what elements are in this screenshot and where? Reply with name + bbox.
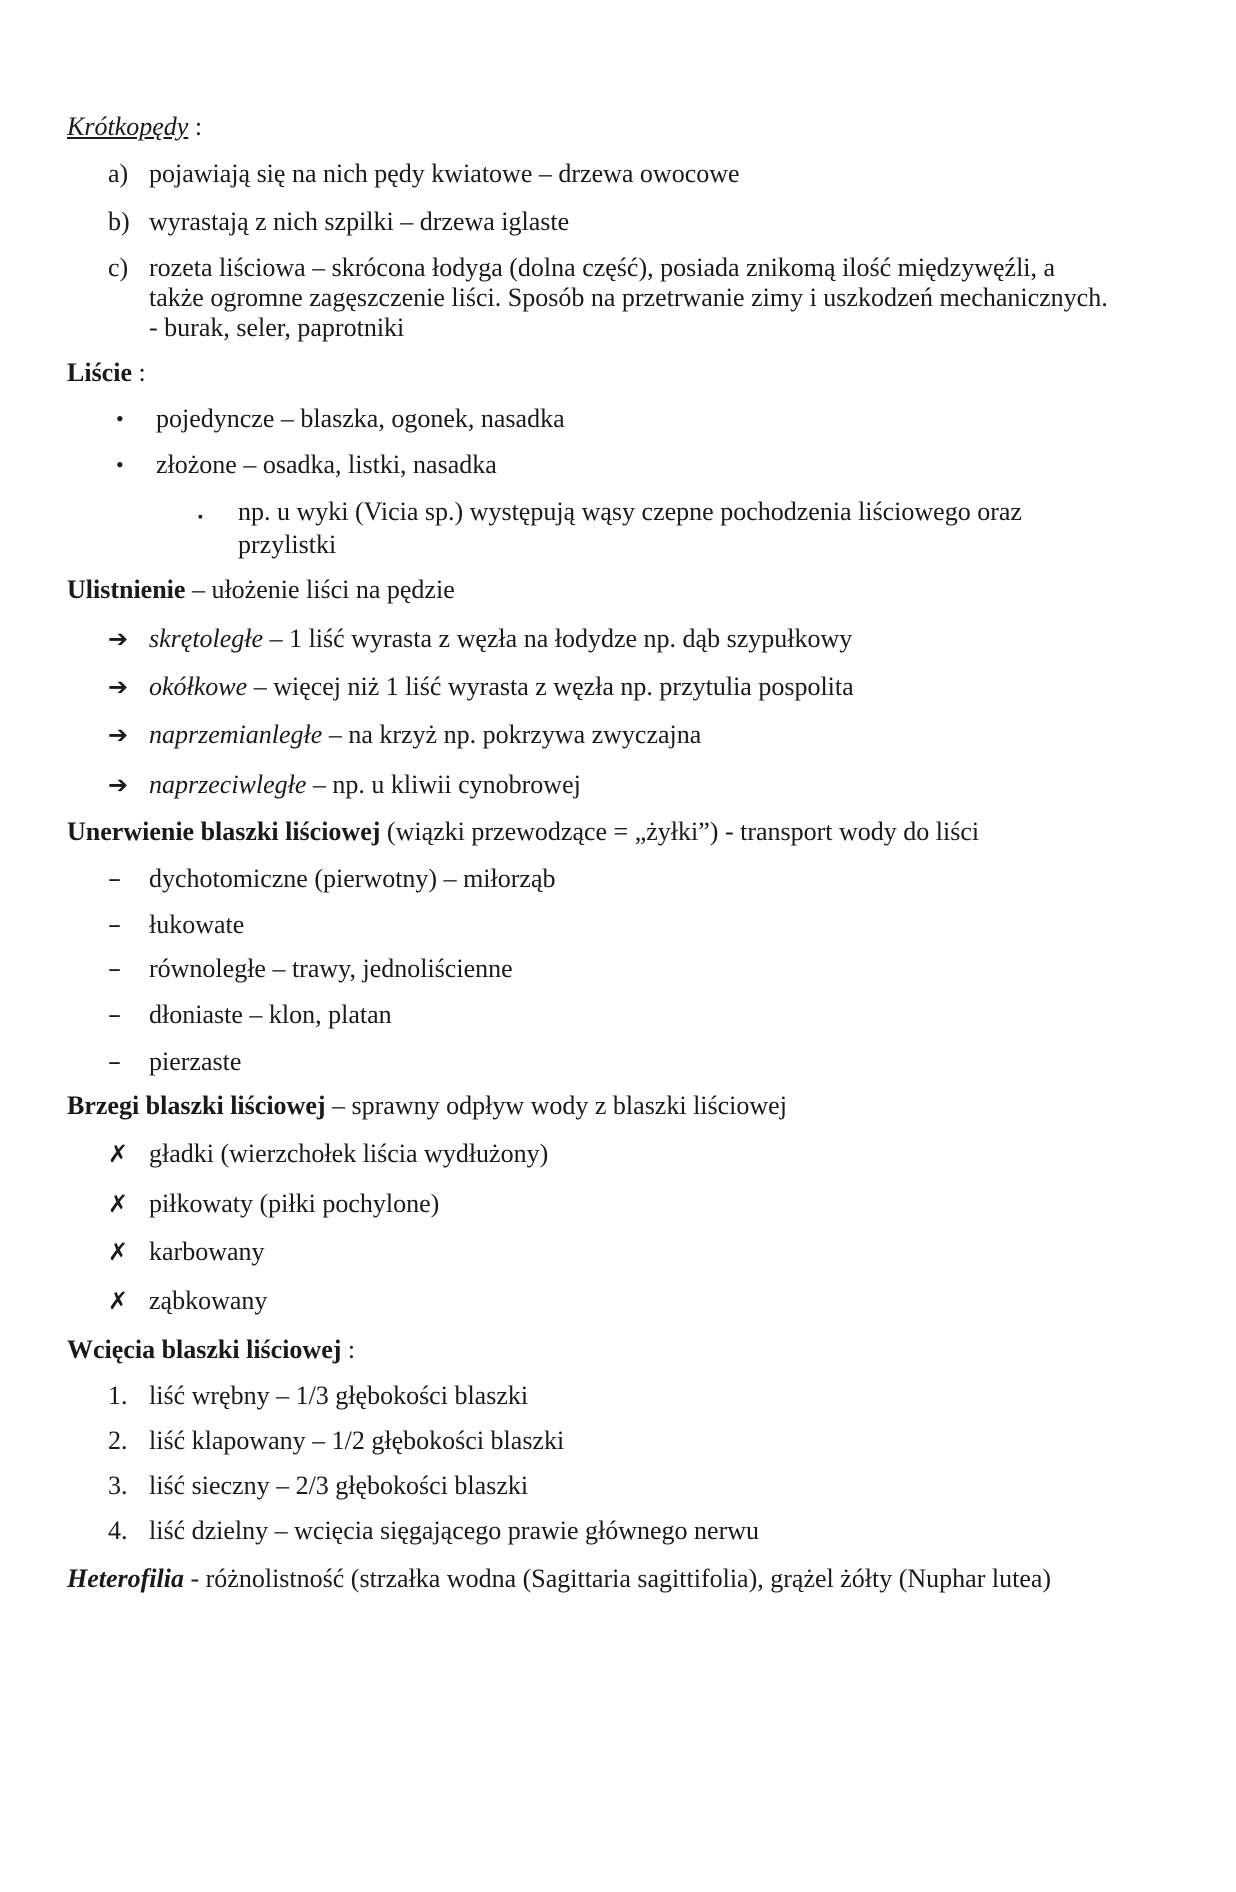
list-item: liść sieczny – 2/3 głębokości blaszki xyxy=(149,1471,529,1500)
list-item: wyrastają z nich szpilki – drzewa iglaste xyxy=(149,207,570,236)
dash-icon: – xyxy=(108,864,121,894)
list-item: pierzaste xyxy=(149,1047,242,1076)
arrow-icon: ➔ xyxy=(108,771,129,799)
heading-heterofilia: Heterofilia - różnolistność (strzałka wodna (Sagittaria sagittifolia), grążel żółty (Nuphar lutea) xyxy=(67,1564,1052,1593)
heading-unerwienie: Unerwienie blaszki liściowej (wiązki przewodzące = „żyłki”) - transport wody do liści xyxy=(67,817,980,846)
list-item: dłoniaste – klon, platan xyxy=(149,1000,392,1029)
dash-icon: – xyxy=(108,1000,121,1030)
list-item: liść wrębny – 1/3 głębokości blaszki xyxy=(149,1381,529,1410)
cross-icon: ✗ xyxy=(108,1238,129,1266)
dash-icon: – xyxy=(108,1047,121,1077)
list-item: ząbkowany xyxy=(149,1286,268,1315)
heading-brzegi: Brzegi blaszki liściowej – sprawny odpływ wody z blaszki liściowej xyxy=(67,1091,787,1120)
list-item: liść klapowany – 1/2 głębokości blaszki xyxy=(149,1426,565,1455)
list-item: liść dzielny – wcięcia sięgającego prawie głównego nerwu xyxy=(149,1516,760,1545)
list-item: naprzeciwległe – np. u kliwii cynobrowej xyxy=(149,770,581,799)
list-item: naprzemianległe – na krzyż np. pokrzywa zwyczajna xyxy=(149,720,702,749)
list-marker: 3. xyxy=(108,1471,128,1500)
list-item: dychotomiczne (pierwotny) – miłorząb xyxy=(149,864,556,893)
list-item: łukowate xyxy=(149,910,245,939)
heading-wciecia: Wcięcia blaszki liściowej : xyxy=(67,1335,356,1364)
list-item: piłkowaty (piłki pochylone) xyxy=(149,1189,440,1218)
bullet-icon: • xyxy=(116,406,124,431)
list-item: pojedyncze – blaszka, ogonek, nasadka xyxy=(156,404,565,433)
heading-ulistnienie-title: Ulistnienie xyxy=(67,575,186,604)
list-item: karbowany xyxy=(149,1237,265,1266)
list-item-continuation: - burak, seler, paprotniki xyxy=(149,313,405,342)
heading-wciecia-title: Wcięcia blaszki liściowej xyxy=(67,1335,342,1364)
heading-heterofilia-title: Heterofilia xyxy=(67,1564,184,1593)
heading-liscie: Liście : xyxy=(67,358,146,387)
arrow-icon: ➔ xyxy=(108,673,129,701)
list-item: złożone – osadka, listki, nasadka xyxy=(156,450,497,479)
sub-list-item-continuation: przylistki xyxy=(238,530,337,559)
list-item: pojawiają się na nich pędy kwiatowe – drzewa owocowe xyxy=(149,159,740,188)
list-marker: 4. xyxy=(108,1516,128,1545)
cross-icon: ✗ xyxy=(108,1140,129,1168)
list-item: równoległe – trawy, jednoliścienne xyxy=(149,954,513,983)
square-bullet-icon: ▪ xyxy=(198,510,203,525)
list-item: skrętoległe – 1 liść wyrasta z węzła na łodydze np. dąb szypułkowy xyxy=(149,624,853,653)
list-marker: b) xyxy=(108,207,130,236)
list-item-continuation: także ogromne zagęszczenie liści. Sposób na przetrwanie zimy i uszkodzeń mechanicznych. xyxy=(149,283,1108,312)
list-item: okółkowe – więcej niż 1 liść wyrasta z węzła np. przytulia pospolita xyxy=(149,672,854,701)
arrow-icon: ➔ xyxy=(108,721,129,749)
arrow-icon: ➔ xyxy=(108,625,129,653)
heading-liscie-title: Liście xyxy=(67,358,132,387)
list-marker: 2. xyxy=(108,1426,128,1455)
dash-icon: – xyxy=(108,954,121,984)
dash-icon: – xyxy=(108,910,121,940)
sub-list-item: np. u wyki (Vicia sp.) występują wąsy czepne pochodzenia liściowego oraz xyxy=(238,497,1022,526)
cross-icon: ✗ xyxy=(108,1190,129,1218)
heading-unerwienie-title: Unerwienie blaszki liściowej xyxy=(67,817,381,846)
list-item: gładki (wierzchołek liścia wydłużony) xyxy=(149,1139,549,1168)
list-marker: a) xyxy=(108,159,129,188)
list-marker: 1. xyxy=(108,1381,128,1410)
bullet-icon: • xyxy=(116,452,124,477)
heading-krotkopedy-title: Krótkopędy xyxy=(67,112,189,141)
list-marker: c) xyxy=(108,253,129,282)
heading-krotkopedy: Krótkopędy : xyxy=(67,112,203,141)
list-item: rozeta liściowa – skrócona łodyga (dolna część), posiada znikomą ilość międzywęźli, a xyxy=(149,253,1056,282)
cross-icon: ✗ xyxy=(108,1287,129,1315)
heading-brzegi-title: Brzegi blaszki liściowej xyxy=(67,1091,326,1120)
heading-ulistnienie: Ulistnienie – ułożenie liści na pędzie xyxy=(67,575,455,604)
